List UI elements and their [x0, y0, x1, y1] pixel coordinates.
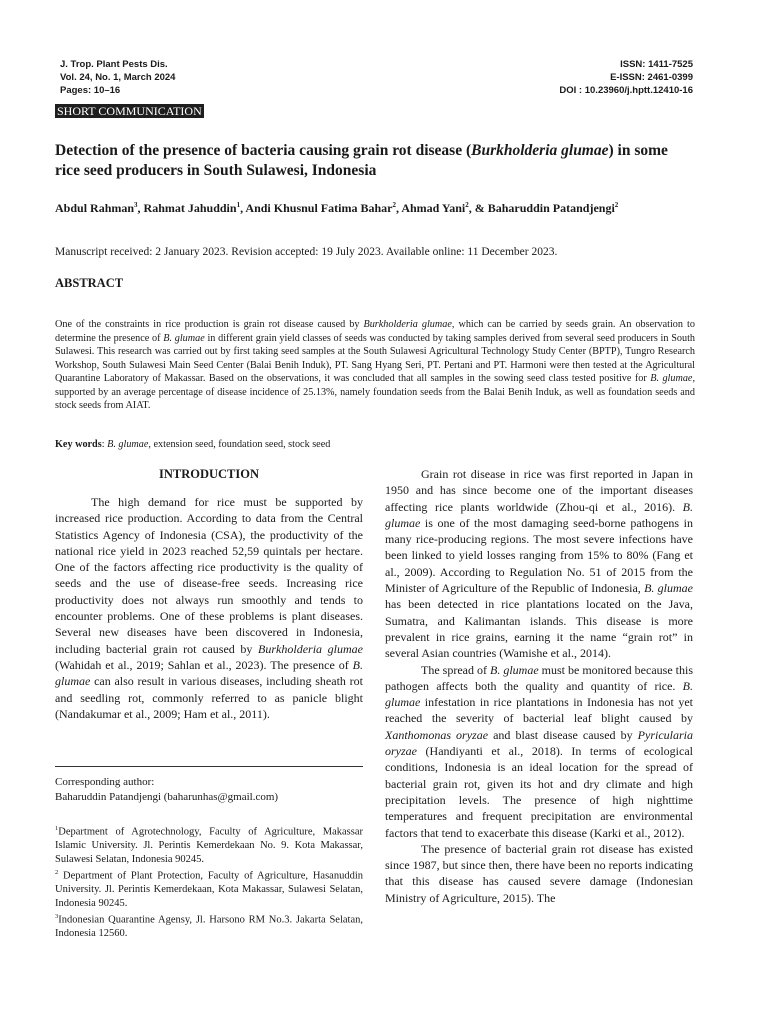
author-list — [55, 197, 695, 217]
introduction-heading: INTRODUCTION — [158, 467, 259, 481]
doi: DOI : 10.23960/j.hptt.12410-16 — [559, 85, 693, 96]
journal-info — [60, 58, 175, 97]
affiliations — [55, 822, 363, 941]
right-column — [385, 466, 693, 906]
paragraph: Grain rot disease in rice was first reported in Japan in 1950 and has since become one of the important diseases affecting rice plants worldwide (Zhou-qi et al., 2016). B. glumae is one of the most damaging seed-borne pathogens in many rice-producing regions. The most severe infections have been linked to yield losses ranging from 15% to 80% (Fang et al., 2009). According to Regulation No. 51 of 2015 from the Minister of Agriculture of the Republic of Indonesia, B. glumae has been detected in rice plantations located on the Java, Sumatra, and Kalimantan islands. This disease is more prevalent in rice grains, earning it the name “grain rot” in several Asian countries (Wamishe et al., 2014). — [385, 467, 693, 661]
section-tag: SHORT COMMUNICATION — [57, 104, 202, 118]
corresponding-value: Baharuddin Patandjengi (baharunhas@gmail.com) — [55, 791, 279, 803]
title-species: Burkholderia glumae — [471, 142, 609, 159]
title-text: ) in some rice seed producers in South Sulawesi, Indonesia — [55, 142, 668, 179]
abstract-heading: ABSTRACT — [55, 276, 124, 290]
author: Andi Khusnul Fatima Bahar$^2$, — [245, 201, 402, 215]
article-title — [55, 141, 695, 181]
paragraph: The presence of bacterial grain rot disease has existed since 1987, but since then, there have been no reports indicating that this disease has caused severe damage (Indonesian Ministry of Agriculture, 2015). The — [385, 841, 693, 905]
footnote-divider — [55, 766, 363, 767]
affiliation: $^2$ Department of Plant Protection, Faculty of Agriculture, Hasanuddin University. Jl. Perintis Kemerdekaan, Kota Makassar, Sulawesi Selatan, Indonesia 90245. — [55, 869, 363, 909]
journal-volume: Vol. 24, No. 1, March 2024 — [60, 72, 176, 83]
left-column — [55, 466, 363, 722]
journal-name: J. Trop. Plant Pests Dis. — [60, 59, 168, 70]
author: Ahmad Yani$^2$, & — [401, 201, 488, 215]
journal-pages: Pages: 10–16 — [60, 85, 121, 96]
title-text: Detection of the presence of bacteria causing grain rot disease ( — [55, 142, 472, 159]
keywords: Key words: B. glumae, extension seed, foundation seed, stock seed — [55, 439, 331, 450]
issn: ISSN: 1411-7525 — [620, 59, 693, 70]
corresponding-label: Corresponding author: — [55, 776, 155, 788]
paragraph: The spread of B. glumae must be monitored because this pathogen affects both the quality and quantity of rice. B. glumae infestation in rice plantations in Indonesia has not yet reached the severity of bacterial leaf blight caused by Xanthomonas oryzae and blast disease caused by Pyricularia oryzae (Handiyanti et al., 2018). In terms of ecological conditions, Indonesia is an ideal location for the spread of bacterial grain rot, given its hot and dry climate and high precipitation levels. The presence of high nighttime temperatures and frequent precipitation are environmental factors that tend to exacerbate this disease (Karki et al., 2012). — [385, 662, 693, 840]
affiliation: $^1$Department of Agrotechnology, Faculty of Agriculture, Makassar Islamic University. Jl. Perintis Kemerdekaan No. 9. Kota Makassar, Sulawesi Selatan, Indonesia 90245. — [55, 825, 363, 865]
paragraph: The high demand for rice must be supported by increased rice production. According to data from the Central Statistics Agency of Indonesia (CSA), the productivity of the national rice yield in 2023 reached 52,59 quintals per hectare. One of the factors affecting rice productivity is the quality of seeds and the use of disease-free seeds. Increasing rice productivity does not always run smoothly and tends to encounter problems. One of these problems is plant diseases. Several new diseases have been discovered in Indonesia, including bacterial grain rot caused by Burkholderia glumae (Wahidah et al., 2019; Sahlan et al., 2023). The presence of B. glumae can also result in various diseases, including sheath rot and seedling rot, commonly referred to as panicle blight (Nandakumar et al., 2009; Ham et al., 2011). — [55, 495, 363, 721]
abstract-text: One of the constraints in rice production is grain rot disease caused by Burkholderia glumae, which can be carried by seeds grain. An observation to determine the presence of B. glumae in different grain yield classes of seeds was conducted by taking samples derived from several seed producers in South Sulawesi. This research was carried out by first taking seed samples at the South Sulawesi Agricultural Technology Study Center (BPTP), Tungro Research Workshop, South Sulawesi Main Seed Center (Balai Benih Induk), PT. Sang Hyang Seri, PT. Pertani and PT. Harmoni were then tested at the Agricultural Quarantine Laboratory of Makassar. Based on the observations, it was concluded that all samples in the sowing seed class tested positive for B. glumae, supported by an average percentage of disease incidence of 25.13%, namely foundation seeds from the Balai Benih Induk, as well as foundation seeds and stock seeds from AIAT. — [55, 319, 695, 411]
corresponding-author — [55, 775, 363, 805]
manuscript-dates: Manuscript received: 2 January 2023. Revision accepted: 19 July 2023. Available online: 11 December 2023. — [55, 246, 558, 258]
author: Abdul Rahman$^3$, — [55, 201, 144, 215]
keywords-label: Key words — [55, 439, 102, 450]
affiliation: $^3$Indonesian Quarantine Agensy, Jl. Harsono RM No.3. Jakarta Selatan, Indonesia 12560. — [55, 913, 363, 939]
author: Rahmat Jahuddin$^1$, — [143, 201, 246, 215]
eissn: E-ISSN: 2461-0399 — [610, 72, 693, 83]
author: Baharuddin Patandjengi$^2$ — [487, 201, 619, 215]
journal-identifiers — [559, 58, 693, 97]
